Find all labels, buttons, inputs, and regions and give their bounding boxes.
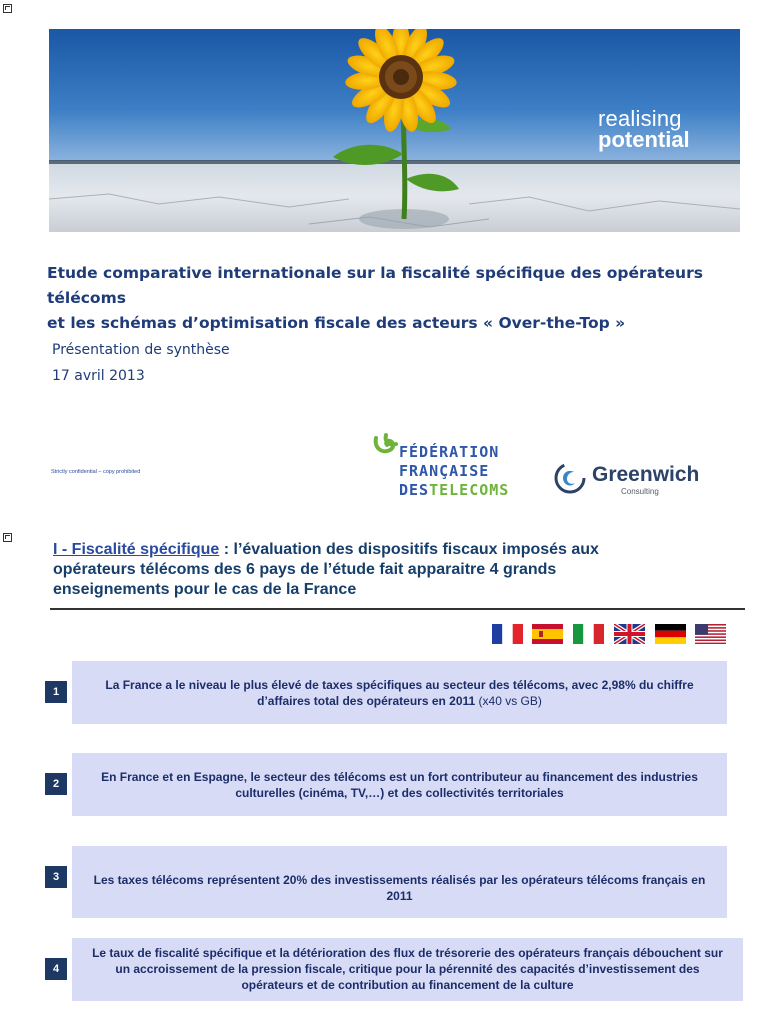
finding-number-1: 1	[45, 681, 67, 703]
greenwich-logo	[553, 459, 713, 499]
finding-box-2	[72, 753, 727, 816]
slide2-title	[53, 540, 743, 600]
document-title	[47, 261, 747, 336]
greenwich-name: Greenwich	[592, 463, 700, 486]
slide2-title-line2: opérateurs télécoms des 6 pays de l’étude fait apparaitre 4 grands	[53, 561, 557, 578]
italy-flag-icon	[573, 624, 604, 644]
usa-flag-icon	[695, 624, 726, 644]
france-flag-icon	[492, 624, 523, 644]
fft-line3b: TELECOMS	[429, 481, 510, 499]
spain-flag-icon	[532, 624, 563, 644]
fft-line2: FRANÇAISE	[399, 462, 490, 480]
finding-number-2: 2	[45, 773, 67, 795]
germany-flag-icon	[655, 624, 686, 644]
slide2-title-rest1: : l’évaluation des dispositifs fiscaux imposés aux	[219, 541, 599, 558]
finding-text-1	[72, 661, 727, 709]
fft-logo	[372, 432, 542, 504]
confidential-notice: Strictly confidential – copy prohibited	[51, 469, 141, 475]
section-heading: I - Fiscalité spécifique	[53, 541, 220, 558]
title-line2: et les schémas d’optimisation fiscale des acteurs « Over-the-Top »	[47, 314, 626, 332]
uk-flag-icon	[614, 624, 645, 644]
finding-box-1	[72, 661, 727, 724]
date: 17 avril 2013	[52, 368, 145, 384]
fft-line1: FÉDÉRATION	[399, 443, 500, 461]
tagline-line1: realising	[598, 106, 682, 131]
slide2-title-line3: enseignements pour le cas de la France	[53, 581, 357, 598]
slide-marker-icon	[3, 533, 12, 542]
banner-tagline	[598, 108, 690, 150]
finding-box-4	[72, 938, 743, 1001]
title-line1: Etude comparative internationale sur la fiscalité spécifique des opérateurs télécoms	[47, 264, 703, 307]
finding-text-3: Les taxes télécoms représentent 20% des investissements réalisés par les opérateurs télécoms français en 2011	[93, 873, 706, 903]
subtitle-block	[52, 337, 230, 389]
finding-text-4: Le taux de fiscalité spécifique et la détérioration des flux de trésorerie des opérateurs français débouchent sur un accroissement de la pression fiscale, critique pour la pérennité des capacités d’investissement des opérateurs et de contribution au financement de la culture	[92, 946, 723, 992]
subtitle: Présentation de synthèse	[52, 342, 230, 358]
finding-bold-1: La France a le niveau le plus élevé de taxes spécifiques au secteur des télécoms, avec 2,98% du chiffre d’affaires total des opérateurs en 2011	[105, 678, 694, 708]
fft-text	[399, 443, 509, 500]
tagline-line2: potential	[598, 127, 690, 152]
banner-image	[49, 29, 740, 232]
fft-line3	[399, 481, 509, 500]
fft-line3a: DES	[399, 481, 430, 499]
greenwich-swirl-icon	[553, 461, 587, 495]
finding-number-4: 4	[45, 958, 67, 980]
finding-box-3	[72, 846, 727, 918]
slide2-title-line1	[53, 540, 743, 560]
finding-number-3: 3	[45, 866, 67, 888]
finding-text-2: En France et en Espagne, le secteur des télécoms est un fort contributeur au financement des industries culturelles (cinéma, TV,…) et des collectivités territoriales	[101, 770, 698, 800]
slide-marker-icon	[3, 4, 12, 13]
finding-light-1: (x40 vs GB)	[475, 694, 542, 708]
fft-swirl-icon	[372, 432, 402, 462]
title-divider	[50, 608, 745, 610]
greenwich-sub: Consulting	[621, 487, 659, 496]
